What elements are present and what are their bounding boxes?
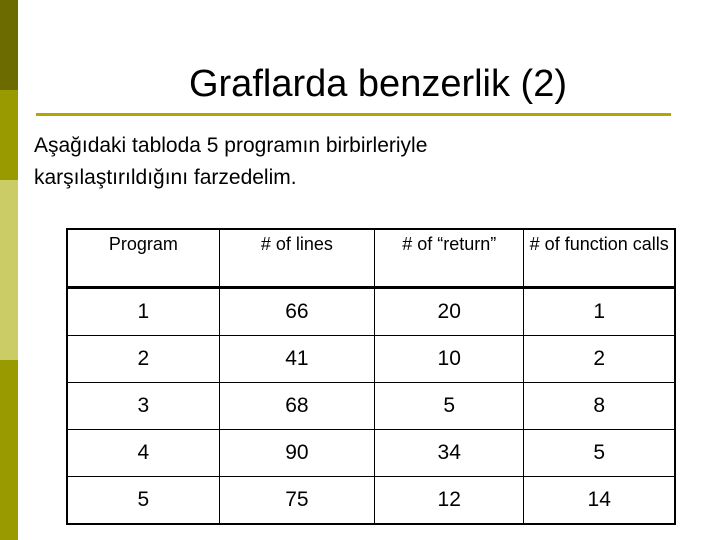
- table-row: [67, 288, 675, 336]
- program-comparison-table: [66, 228, 676, 525]
- cell-return: 10: [375, 336, 524, 383]
- cell-function-calls: 14: [524, 477, 675, 525]
- header-function-calls: # of function calls: [524, 229, 675, 288]
- cell-return: 5: [375, 383, 524, 430]
- cell-function-calls: 8: [524, 383, 675, 430]
- sidebar-decoration-middle: [0, 180, 18, 360]
- cell-return: 34: [375, 430, 524, 477]
- cell-program: 1: [67, 288, 219, 336]
- table-header-row: [67, 229, 675, 288]
- cell-lines: 41: [219, 336, 374, 383]
- header-lines: # of lines: [219, 229, 374, 288]
- table-row: [67, 430, 675, 477]
- cell-program: 4: [67, 430, 219, 477]
- cell-program: 3: [67, 383, 219, 430]
- slide-title: Graflarda benzerlik (2): [188, 63, 568, 105]
- table-row: [67, 336, 675, 383]
- body-line-2: karşılaştırıldığını farzedelim.: [34, 166, 297, 189]
- cell-lines: 75: [219, 477, 374, 525]
- header-program: Program: [67, 229, 219, 288]
- cell-function-calls: 5: [524, 430, 675, 477]
- header-return: # of “return”: [375, 229, 524, 288]
- slide-body: [34, 130, 674, 194]
- sidebar-decoration-top: [0, 0, 18, 90]
- body-line-1: Aşağıdaki tabloda 5 programın birbirleriyle: [34, 134, 428, 157]
- cell-lines: 66: [219, 288, 374, 336]
- cell-function-calls: 1: [524, 288, 675, 336]
- cell-lines: 68: [219, 383, 374, 430]
- sidebar-decoration-upper: [0, 90, 18, 180]
- cell-return: 12: [375, 477, 524, 525]
- cell-program: 2: [67, 336, 219, 383]
- cell-return: 20: [375, 288, 524, 336]
- cell-program: 5: [67, 477, 219, 525]
- sidebar-decoration-bottom: [0, 360, 18, 540]
- cell-function-calls: 2: [524, 336, 675, 383]
- table-row: [67, 383, 675, 430]
- table-row: [67, 477, 675, 525]
- title-underline: [36, 113, 671, 116]
- cell-lines: 90: [219, 430, 374, 477]
